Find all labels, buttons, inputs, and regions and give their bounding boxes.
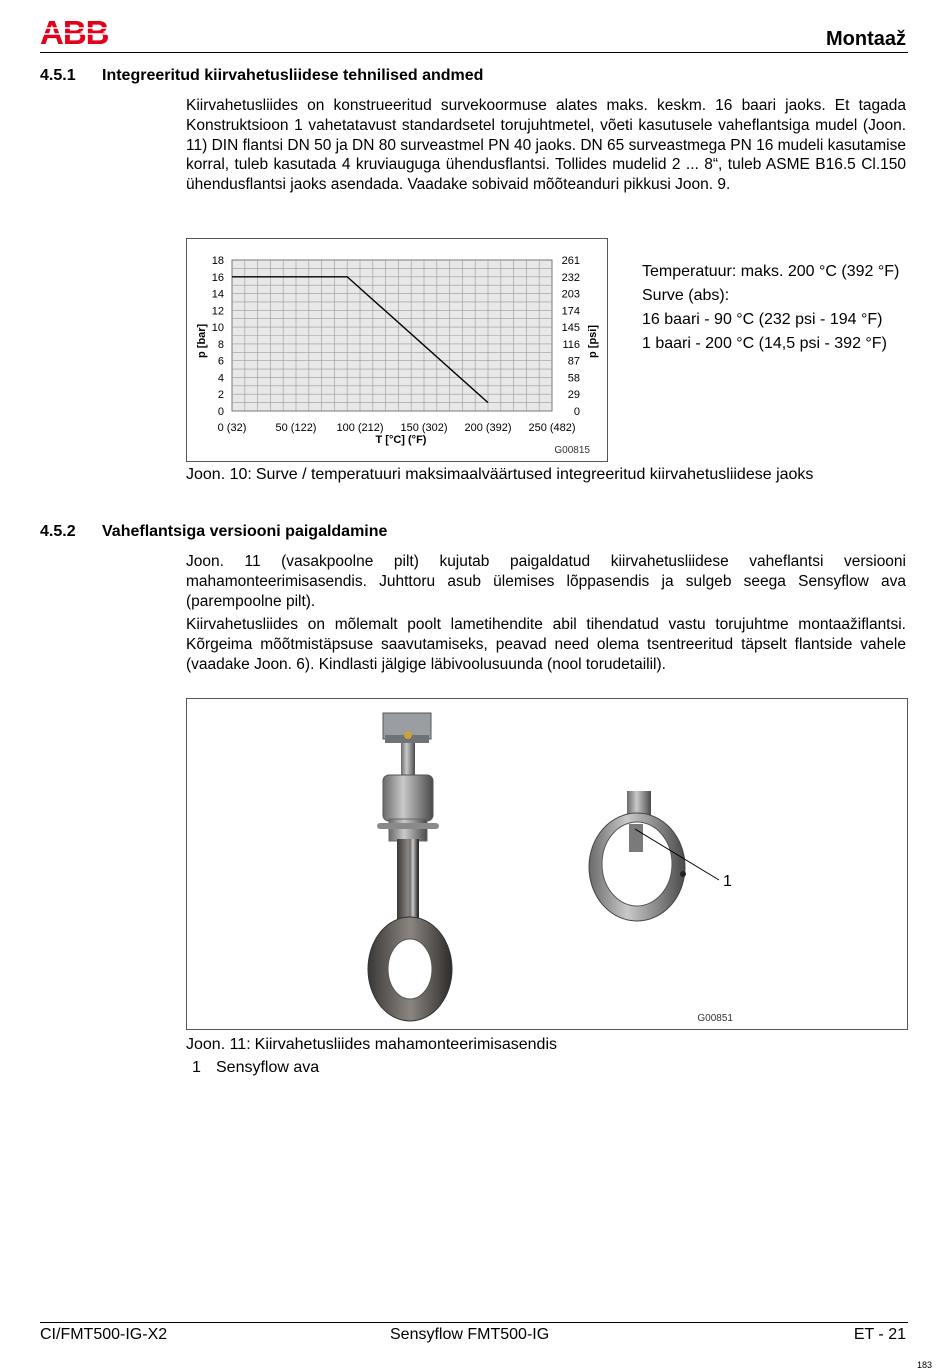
- installed-interface-device: [368, 713, 452, 1021]
- x-tick-label: 100 (212): [336, 422, 384, 434]
- pressure-temperature-chart: [186, 238, 608, 462]
- y2-tick-label: 261: [561, 255, 580, 267]
- section-title: Vaheflantsiga versiooni paigaldamine: [102, 523, 388, 540]
- y-tick-label: 4: [217, 372, 224, 385]
- y-tick-label: 8: [217, 338, 224, 351]
- y-tick-label: 2: [217, 389, 224, 402]
- section-title: Integreeritud kiirvahetusliidese tehnilised andmed: [102, 67, 484, 84]
- y2-tick-label: 87: [567, 355, 580, 368]
- body-paragraph: Kiirvahetusliides on mõlemalt poolt lametihendite abil tihendatud vastu torujuhtme montaažiflantsi. Kõrgeima mõõtmistäpsuse saavutamiseks, peavad need olema tsentreeritud täpselt flantside vahele (vaadake Joon. 6). Kindlasti jälgige läbivoolusuunda (nool torudetailil).: [186, 616, 906, 673]
- abb-logo: [40, 16, 120, 46]
- figure-code: G00815: [554, 445, 590, 456]
- x-axis-label: T [°C] (°F): [375, 434, 427, 446]
- x-tick-label: 150 (302): [400, 422, 448, 434]
- chart-svg: [187, 239, 607, 461]
- footer-page-label: ET - 21: [853, 1326, 906, 1343]
- x-tick-label: 0 (32): [217, 422, 247, 434]
- pressure-note-2: 1 baari - 200 °C (14,5 psi - 392 °F): [642, 335, 887, 352]
- y-tick-label: 18: [211, 255, 224, 267]
- x-tick-label: 50 (122): [275, 422, 317, 434]
- y2-tick-label: 145: [561, 322, 580, 335]
- x-tick-label: 200 (392): [464, 422, 512, 434]
- y2-tick-label: 232: [561, 271, 580, 284]
- sensyflow-opening-closeup: [589, 791, 686, 921]
- callout-number: 1: [723, 873, 732, 890]
- body-paragraph: Joon. 11 (vasakpoolne pilt) kujutab paigaldatud kiirvahetusliidese vaheflantsi versiooni mahamonteerimisasendis. Juhttoru asub ülemises lõppasendis ja sulgeb seega Sensyflow ava (parempoolne pilt).: [186, 553, 906, 610]
- chapter-title: Montaaž: [826, 28, 906, 50]
- pressure-heading: Surve (abs):: [642, 287, 730, 304]
- x-tick-label: 250 (482): [528, 422, 576, 434]
- temperature-note: Temperatuur: maks. 200 °C (392 °F): [642, 263, 900, 280]
- figure-caption-text: Surve / temperatuuri maksimaalväärtused integreeritud kiirvahetusliidese jaoks: [255, 466, 814, 483]
- y-tick-label: 0: [217, 406, 224, 418]
- section-number: 4.5.1: [40, 67, 76, 84]
- y2-tick-label: 29: [567, 389, 580, 402]
- page-number: 183: [916, 1360, 932, 1370]
- figure-caption: [186, 466, 813, 484]
- y-tick-label: 16: [211, 271, 224, 284]
- footer-document-id: CI/FMT500-IG-X2: [40, 1326, 168, 1343]
- y2-axis-label: p [psi]: [587, 325, 599, 358]
- figure-caption: [186, 1036, 557, 1054]
- footer-product-name: Sensyflow FMT500-IG: [390, 1326, 550, 1343]
- y-axis-label: p [bar]: [196, 323, 208, 358]
- abb-logo-text: ABB: [40, 16, 109, 46]
- y2-tick-label: 58: [567, 372, 580, 385]
- pressure-note-1: 16 baari - 90 °C (232 psi - 194 °F): [642, 311, 883, 328]
- y2-tick-label: 0: [573, 406, 580, 418]
- figure-code: G00851: [697, 1013, 733, 1024]
- device-photo: [187, 699, 907, 1029]
- y2-tick-label: 116: [562, 338, 580, 351]
- device-photo-figure: [186, 698, 908, 1030]
- header-divider: [40, 52, 908, 53]
- y-tick-label: 6: [217, 355, 224, 368]
- y2-tick-label: 203: [561, 288, 580, 301]
- section-number: 4.5.2: [40, 523, 76, 540]
- y2-tick-label: 174: [561, 305, 580, 318]
- body-paragraph: Kiirvahetusliides on konstrueeritud survekoormuse alates maks. keskm. 16 baari jaoks. Et tagada Konstruktsioon 1 vahetatavust standardsetel torujuhtmetel, võeti kasutusele vaheflantsiga mudel (Joon. 11) DIN flantsi DN 50 ja DN 80 surveastmel PN 40 jaoks. DN 65 surveastmega PN 16 mudeli kasutamise korral, tuleb kasutada 4 kruviauguga ühendusflantsi. Tollides mudelid 2 ... 8“, tuleb ASME B16.5 Cl.150 ühendusflantsi jaoks asendada. Vaadake sobivaid mõõteanduri pikkusi Joon. 9.: [186, 97, 906, 194]
- figure-caption-label: Joon. 11:: [186, 1036, 251, 1053]
- footer-divider: [40, 1322, 908, 1323]
- legend-item-number: 1: [192, 1059, 201, 1076]
- figure-caption-label: Joon. 10:: [186, 466, 252, 483]
- figure-caption-text: Kiirvahetusliides mahamonteerimisasendis: [254, 1036, 557, 1053]
- y-tick-label: 12: [211, 305, 224, 318]
- legend-item-text: Sensyflow ava: [216, 1059, 320, 1076]
- chart-notes: [642, 262, 902, 358]
- y-tick-label: 10: [211, 322, 224, 335]
- y-tick-label: 14: [211, 288, 224, 301]
